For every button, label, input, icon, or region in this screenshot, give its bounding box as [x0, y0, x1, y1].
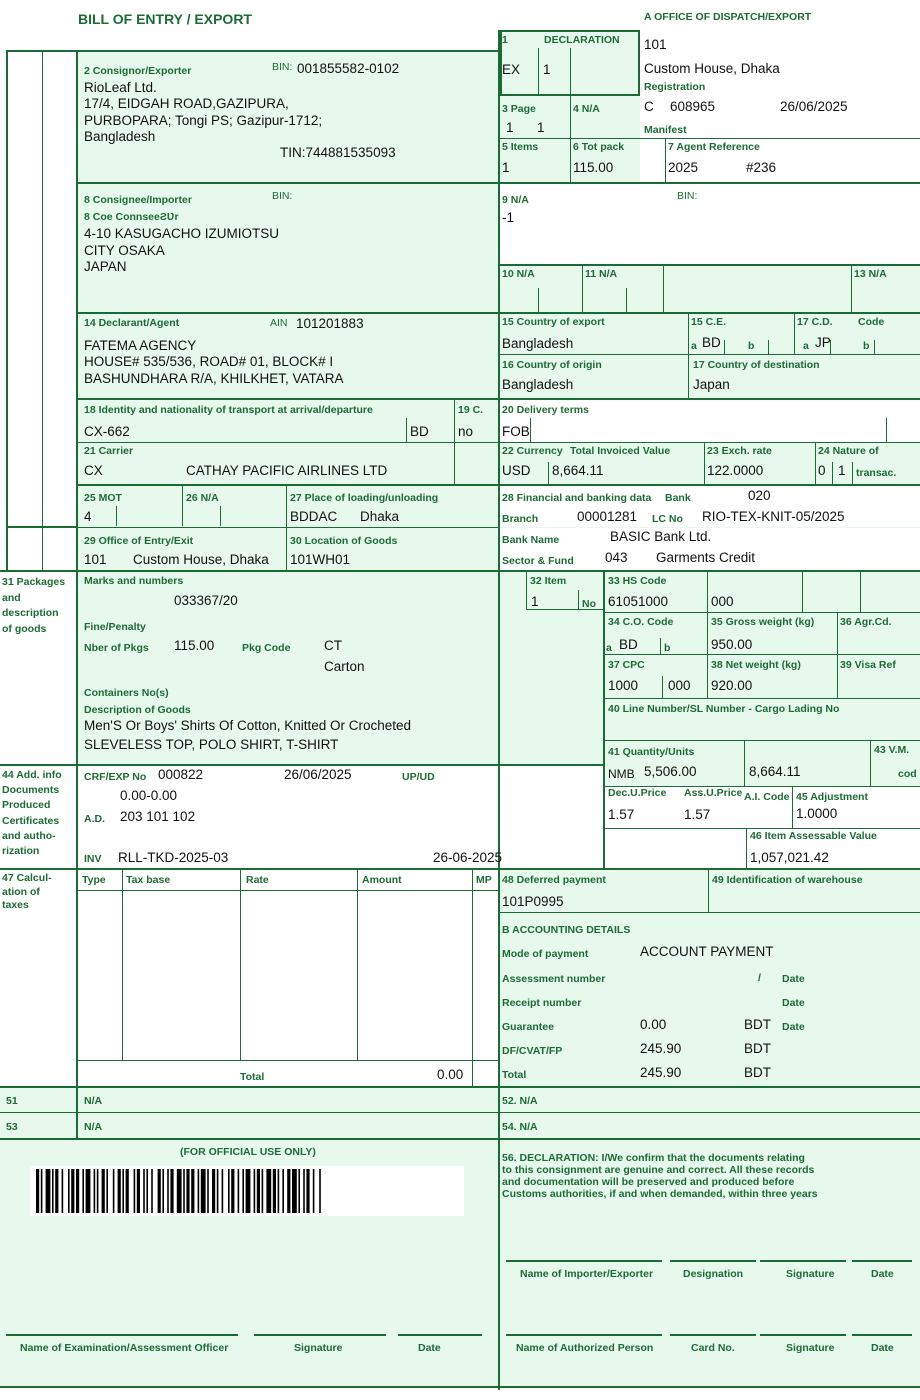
ce-label: 15 C.E. [691, 316, 727, 328]
rule-tax3 [357, 868, 358, 1060]
guarantee-date-label: Date [782, 1021, 805, 1033]
item32-value: 1 [531, 594, 539, 609]
rule-528b [500, 527, 920, 528]
sector-label: Sector & Fund [502, 555, 574, 567]
tiv-value: 8,664.11 [552, 463, 604, 478]
rule-604 [603, 572, 605, 870]
tax-header-rate: Rate [246, 874, 269, 886]
marks-label: Marks and numbers [84, 575, 184, 587]
sig-line-8 [506, 1334, 662, 1336]
rule-792 [792, 786, 793, 828]
sig-line-7 [852, 1260, 912, 1262]
decl-date-1: Date [871, 1268, 894, 1280]
rule-528 [78, 527, 498, 528]
cpc-v2: 000 [668, 678, 691, 693]
form-title: BILL OF ENTRY / EXPORT [78, 11, 252, 27]
ai-code-label: A.I. Code [744, 791, 790, 803]
page-v1: 1 [506, 120, 514, 135]
inv-label: INV [84, 853, 102, 865]
mode-value: ACCOUNT PAYMENT [640, 944, 774, 959]
transport-label: 18 Identity and nationality of transport at arrival/departure [84, 404, 373, 416]
rule-484 [78, 484, 920, 486]
rule-ce-c [768, 340, 769, 354]
rule-11a [626, 288, 627, 312]
rule-1086 [0, 1086, 920, 1088]
declarant-ain-label: AIN [270, 317, 288, 329]
vm-cod: cod [898, 768, 917, 780]
na10-label: 10 N/A [502, 268, 535, 280]
rule-182 [78, 182, 920, 184]
deferred-label: 48 Deferred payment [502, 874, 606, 886]
agr-label: 36 Agr.Cd. [840, 616, 892, 628]
declarant-ain: 101201883 [296, 316, 364, 331]
rule-22b [704, 442, 705, 484]
sig-line-9 [670, 1334, 756, 1336]
sig-line-1 [6, 1334, 238, 1336]
rule-11b [663, 264, 664, 312]
acc-total-currency: BDT [744, 1065, 771, 1080]
declaration-type: EX [502, 62, 521, 77]
item32-label: 32 Item [530, 575, 567, 587]
rule-666 [665, 138, 666, 182]
country-origin-label: 16 Country of origin [502, 359, 602, 371]
exch-value: 122.0000 [707, 463, 764, 478]
agent-ref-no: #236 [746, 160, 777, 175]
rule-890 [78, 890, 498, 891]
row53-no: 53 [6, 1121, 18, 1133]
bank-label: Bank [665, 492, 691, 504]
rule-860 [860, 572, 861, 612]
lc-label: LC No [652, 513, 683, 525]
inv-value: RLL-TKD-2025-03 [118, 850, 229, 865]
guarantee-label: Guarantee [502, 1021, 554, 1033]
rule-15ce [688, 314, 689, 398]
packages-label: 31 Packages and description of goods [2, 576, 66, 635]
agent-ref-label: 7 Agent Reference [668, 141, 760, 153]
country-dest-value: Japan [693, 377, 730, 392]
registration-label: Registration [644, 81, 706, 93]
rule-708 [708, 868, 709, 912]
acc-total-label: Total [502, 1069, 527, 1081]
upud-label: UP/UD [402, 771, 435, 783]
country-origin-value: Bangladesh [502, 377, 574, 392]
rule-tax4 [472, 868, 473, 1086]
dfcvat-currency: BDT [744, 1041, 771, 1056]
na9-value: -1 [502, 210, 515, 225]
declarant-address: FATEMA AGENCY HOUSE# 535/536, ROAD# 01, BLOCK# I BASHUNDHARA R/A, KHILKHET, VATARA [84, 338, 344, 386]
entry-exit-name: Custom House, Dhaka [133, 552, 269, 567]
sig-line-2 [254, 1334, 386, 1336]
nature-v2: 1 [838, 463, 846, 478]
accounting-label: B ACCOUNTING DETAILS [502, 924, 631, 936]
bank-name-label: Bank Name [502, 534, 560, 546]
net-label: 38 Net weight (kg) [711, 659, 801, 671]
rule-442 [78, 442, 920, 443]
visa-label: 39 Visa Ref [840, 659, 896, 671]
na9-label: 9 N/A [502, 194, 529, 206]
assessment-slash: / [758, 972, 761, 984]
rule-ce-b [724, 340, 725, 354]
rule-25b [182, 484, 183, 526]
tot-pack-value: 115.00 [573, 160, 614, 175]
rule-10a [538, 288, 539, 312]
rule-570 [0, 570, 920, 572]
rule-764 [0, 764, 604, 766]
fill-9 [500, 184, 920, 264]
dec-price-value: 1.57 [608, 807, 635, 822]
cpc-label: 37 CPC [608, 659, 645, 671]
na26-label: 26 N/A [186, 492, 219, 504]
page-v2: 1 [537, 120, 545, 135]
delivery-value: FOB [502, 424, 530, 439]
cd-value: JP [815, 335, 831, 350]
consignor-tin: TIN:744881535093 [280, 145, 396, 160]
official-label: (FOR OFFICIAL USE ONLY) [180, 1146, 316, 1158]
rule-24b [852, 462, 853, 484]
tax-header-amount: Amount [362, 874, 402, 886]
location-label: 30 Location of Goods [290, 535, 398, 547]
rule-18a [406, 418, 407, 442]
rule-10b [582, 264, 583, 312]
registration-no: 608965 [670, 99, 716, 114]
transport-id: CX-662 [84, 424, 130, 439]
qty-amount: 8,664.11 [749, 764, 801, 779]
bank-name-value: BASIC Bank Ltd. [610, 529, 712, 544]
rule-20 [530, 418, 531, 442]
dfcvat-label: DF/CVAT/FP [502, 1045, 563, 1057]
sig-line-6 [760, 1260, 846, 1262]
tax-header-type: Type [82, 874, 106, 886]
hs-value: 61051000 [608, 594, 669, 609]
rule-26a [220, 506, 221, 526]
rule-22a [548, 462, 549, 484]
loading-code: BDDAC [290, 509, 338, 524]
loading-name: Dhaka [360, 509, 400, 524]
inv-date: 26-06-2025 [433, 850, 503, 865]
add-info-label: 44 Add. info Documents Produced Certificates and autho- rization [2, 769, 62, 858]
gross-label: 35 Gross weight (kg) [711, 616, 815, 628]
item32-no: No [582, 598, 596, 610]
consignor-address: RioLeaf Ltd. 17/4, EIDGAH ROAD,GAZIPURA, PURBOPARA; Tongi PS; Gazipur-1712; Bangladesh [84, 80, 323, 144]
rule-612 [604, 612, 920, 613]
guarantee-currency: BDT [744, 1017, 771, 1032]
declaration-label: DECLARATION [544, 34, 620, 46]
mot-label: 25 MOT [84, 492, 122, 504]
decl-signature-2: Signature [786, 1342, 835, 1354]
rule-manifest [640, 138, 920, 139]
decl-name-importer: Name of Importer/Exporter [520, 1268, 654, 1280]
qty-value: 5,506.00 [644, 764, 697, 779]
mot-value: 4 [84, 509, 92, 524]
item-ass-value: 1,057,021.42 [750, 850, 829, 865]
adjustment-value: 1.0000 [796, 806, 838, 821]
receipt-label: Receipt number [502, 997, 582, 1009]
deferred-value: 101P0995 [502, 894, 564, 909]
dfcvat-value: 245.90 [640, 1041, 682, 1056]
guarantee-value: 0.00 [640, 1017, 667, 1032]
rule-20b [886, 418, 887, 442]
net-value: 920.00 [711, 678, 753, 693]
tiv-label: Total Invoiced Value [570, 445, 671, 457]
carrier-code: CX [84, 463, 103, 478]
rule-cd-c [874, 340, 875, 354]
line40-label: 40 Line Number/SL Number - Cargo Lading No [608, 703, 840, 715]
official-sig-signature: Signature [294, 1342, 343, 1354]
co-a: a [606, 642, 612, 654]
consignee-bin-label: BIN: [272, 190, 293, 202]
lc-value: RIO-TEX-KNIT-05/2025 [702, 509, 845, 524]
rule-bottom [0, 1386, 920, 1388]
rule-740 [604, 740, 920, 741]
mode-label: Mode of payment [502, 948, 589, 960]
desc-label: Description of Goods [84, 704, 191, 716]
hs-label: 33 HS Code [608, 575, 667, 587]
page-label: 3 Page [502, 103, 536, 115]
desc-line2: SLEVELESS TOP, POLO SHIRT, T-SHIRT [84, 737, 339, 752]
vm-label: 43 V.M. [874, 744, 910, 756]
qty-unit: NMB [608, 767, 635, 781]
rule-837 [837, 612, 838, 698]
rule-25a [116, 506, 117, 526]
fill-51-54 [0, 1088, 920, 1138]
fine-label: Fine/Penalty [84, 621, 146, 633]
rule-354 [500, 354, 920, 355]
consignor-bin-label: BIN: [272, 61, 293, 73]
co-label: 34 C.O. Code [608, 616, 674, 628]
official-sig-name: Name of Examination/Assessment Officer [20, 1342, 229, 1354]
official-sig-date: Date [418, 1342, 441, 1354]
rule-left-inner1 [42, 50, 43, 570]
c19-label: 19 C. [458, 404, 484, 416]
office-dispatch-label: A OFFICE OF DISPATCH/EXPORT [644, 11, 812, 23]
cd-b: b [863, 340, 870, 352]
hs-ext: 000 [711, 594, 734, 609]
na11-label: 11 N/A [585, 268, 618, 280]
decl-date-2: Date [871, 1342, 894, 1354]
rule-decl-2 [570, 48, 571, 182]
dec-price-label: Dec.U.Price [608, 787, 667, 799]
assessment-date-label: Date [782, 973, 805, 985]
country-export-label: 15 Country of export [502, 316, 605, 328]
rule-24 [832, 462, 833, 484]
rule-center [498, 30, 500, 1390]
consignee-address: 4-10 KASUGACHO IZUMIOTSU CITY OSAKA JAPAN [84, 226, 280, 274]
rule-left-outer [6, 50, 8, 570]
tot-pack-label: 6 Tot pack [573, 141, 625, 153]
declaration-value: 1 [543, 62, 551, 77]
manifest-label: Manifest [644, 124, 687, 136]
sig-line-4 [506, 1260, 662, 1262]
rule-13 [851, 264, 852, 312]
crf-label: CRF/EXP No [84, 771, 147, 783]
country-dest-label: 17 Country of destination [693, 359, 820, 371]
barcode [30, 1166, 464, 1216]
containers-label: Containers No(s) [84, 687, 169, 699]
consignee-sub-label: 8 Coe ConnseeƧƲr [84, 211, 179, 223]
sector-code: 043 [605, 550, 628, 565]
nature-label: 24 Nature of [818, 445, 879, 457]
rule-17cd [794, 314, 795, 354]
location-value: 101WH01 [290, 552, 351, 567]
branch-value: 00001281 [577, 509, 638, 524]
crf-value: 000822 [158, 767, 204, 782]
cd-label: 17 C.D. [797, 316, 833, 328]
rule-18b [454, 398, 455, 484]
rule-707 [707, 572, 708, 698]
rule-802 [802, 572, 803, 612]
rule-decl-h [500, 138, 640, 139]
agent-ref-year: 2025 [668, 160, 699, 175]
rule-1060 [78, 1060, 498, 1061]
nature-v1: 0 [818, 463, 826, 478]
rule-744 [744, 740, 745, 786]
rule-cpc [662, 676, 663, 698]
row52-label: 52. N/A [502, 1095, 538, 1107]
pkg-name-value: Carton [324, 659, 365, 674]
rule-left-526 [6, 526, 78, 528]
row51-no: 51 [6, 1095, 18, 1107]
decl-name-authorized: Name of Authorized Person [516, 1342, 654, 1354]
declaration-no: 1 [502, 34, 508, 46]
tax-total-label: Total [240, 1071, 265, 1083]
rule-698 [604, 698, 920, 699]
exch-label: 23 Exch. rate [707, 445, 772, 457]
nber-value: 115.00 [174, 638, 215, 653]
qty-label: 41 Quantity/Units [608, 746, 695, 758]
cd-code-label: Code [858, 316, 885, 328]
assessment-label: Assessment number [502, 973, 606, 985]
rule-654 [604, 654, 920, 655]
rule-item-no [578, 590, 579, 610]
currency-label: 22 Currency [502, 445, 563, 457]
carrier-label: 21 Carrier [84, 445, 134, 457]
gross-value: 950.00 [711, 637, 753, 652]
branch-label: Branch [502, 513, 539, 525]
row54-label: 54. N/A [502, 1121, 538, 1133]
ad-value: 203 101 102 [120, 809, 196, 824]
crf-date: 26/06/2025 [284, 767, 352, 782]
rule-1112 [0, 1112, 920, 1113]
rule-912 [500, 912, 920, 913]
decl-card-no: Card No. [691, 1342, 735, 1354]
row51-na: N/A [84, 1095, 103, 1107]
marks-value: 033367/20 [174, 593, 238, 608]
rule-tax1 [122, 868, 123, 1060]
sig-line-11 [852, 1334, 912, 1336]
rule-23 [815, 442, 816, 484]
nber-label: Nber of Pkgs [84, 642, 149, 654]
registration-date: 26/06/2025 [780, 99, 848, 114]
warehouse-label: 49 Identification of warehouse [712, 874, 863, 886]
loading-label: 27 Place of loading/unloading [290, 492, 439, 504]
financial-label: 28 Financial and banking data [502, 492, 652, 504]
tax-header-mp: MP [476, 874, 492, 886]
receipt-date-label: Date [782, 997, 805, 1009]
sector-value: Garments Credit [656, 550, 756, 565]
sig-line-3 [398, 1334, 482, 1336]
row53-na: N/A [84, 1121, 103, 1133]
rule-264 [500, 264, 920, 266]
rule-746 [746, 828, 747, 870]
consignor-label: 2 Consignor/Exporter [84, 65, 192, 77]
bank-value: 020 [748, 488, 771, 503]
pkg-code-label: Pkg Code [242, 642, 291, 654]
rule-868 [0, 868, 920, 870]
rule-828 [604, 828, 920, 829]
item-ass-label: 46 Item Assessable Value [750, 830, 877, 842]
taxes-label: 47 Calcul- ation of taxes [2, 872, 52, 911]
sig-line-5 [670, 1260, 756, 1262]
rule-870 [870, 740, 871, 786]
ce-b: b [748, 340, 755, 352]
ad-label: A.D. [84, 813, 105, 825]
rule-co-b [660, 638, 661, 654]
decl-designation: Designation [683, 1268, 744, 1280]
cpc-v1: 1000 [608, 678, 639, 693]
ce-value: BD [702, 335, 721, 350]
entry-exit-code: 101 [84, 552, 107, 567]
country-export-value: Bangladesh [502, 336, 574, 351]
office-code: 101 [644, 37, 667, 52]
rule-398 [78, 398, 920, 400]
adjustment-label: 45 Adjustment [796, 791, 868, 803]
office-name: Custom House, Dhaka [644, 61, 780, 76]
registration-prefix: C [644, 99, 654, 114]
na13-label: 13 N/A [854, 268, 887, 280]
nature-label2: transac. [856, 467, 897, 479]
ce-a: a [691, 340, 697, 352]
desc-line1: Men'S Or Boys' Shirts Of Cotton, Knitted Or Crocheted [84, 718, 412, 733]
delivery-label: 20 Delivery terms [502, 404, 589, 416]
declarant-label: 14 Declarant/Agent [84, 317, 180, 329]
rule-tax2 [240, 868, 241, 1060]
pkg-code-value: CT [324, 638, 342, 653]
sig-line-10 [760, 1334, 846, 1336]
ass-price-value: 1.57 [684, 807, 711, 822]
fill-goods-right [604, 572, 920, 698]
items-value: 1 [502, 160, 510, 175]
co-value: BD [619, 637, 638, 652]
decl-signature-1: Signature [786, 1268, 835, 1280]
carrier-name: CATHAY PACIFIC AIRLINES LTD [186, 463, 388, 478]
rule-top-left [6, 50, 500, 52]
co-b: b [664, 642, 671, 654]
na9-bin-label: BIN: [677, 190, 698, 202]
upud-value: 0.00-0.00 [120, 788, 178, 803]
currency-value: USD [502, 463, 531, 478]
acc-total-value: 245.90 [640, 1065, 682, 1080]
consignor-bin: 001855582-0102 [297, 61, 400, 76]
tax-total-value: 0.00 [437, 1067, 464, 1082]
consignee-label: 8 Consignee/Importer [84, 194, 192, 206]
rule-left-inner2 [76, 50, 78, 1138]
ass-price-label: Ass.U.Price [684, 787, 743, 799]
declaration56-text: 56. DECLARATION: I/We confirm that the documents relating to this consignment are genuine and correct. All these records and documentation will be preserved and produced before Customs authorities, if and when demanded, within three years [502, 1152, 818, 1200]
tax-header-base: Tax base [126, 874, 171, 886]
transport-nat: BD [410, 424, 429, 439]
entry-exit-label: 29 Office of Entry/Exit [84, 535, 194, 547]
items-label: 5 Items [502, 141, 539, 153]
na4-label: 4 N/A [573, 103, 600, 115]
c19-value: no [458, 424, 474, 439]
rule-decl-1 [538, 48, 539, 96]
rule-1138 [0, 1138, 920, 1140]
cd-a: a [803, 340, 809, 352]
